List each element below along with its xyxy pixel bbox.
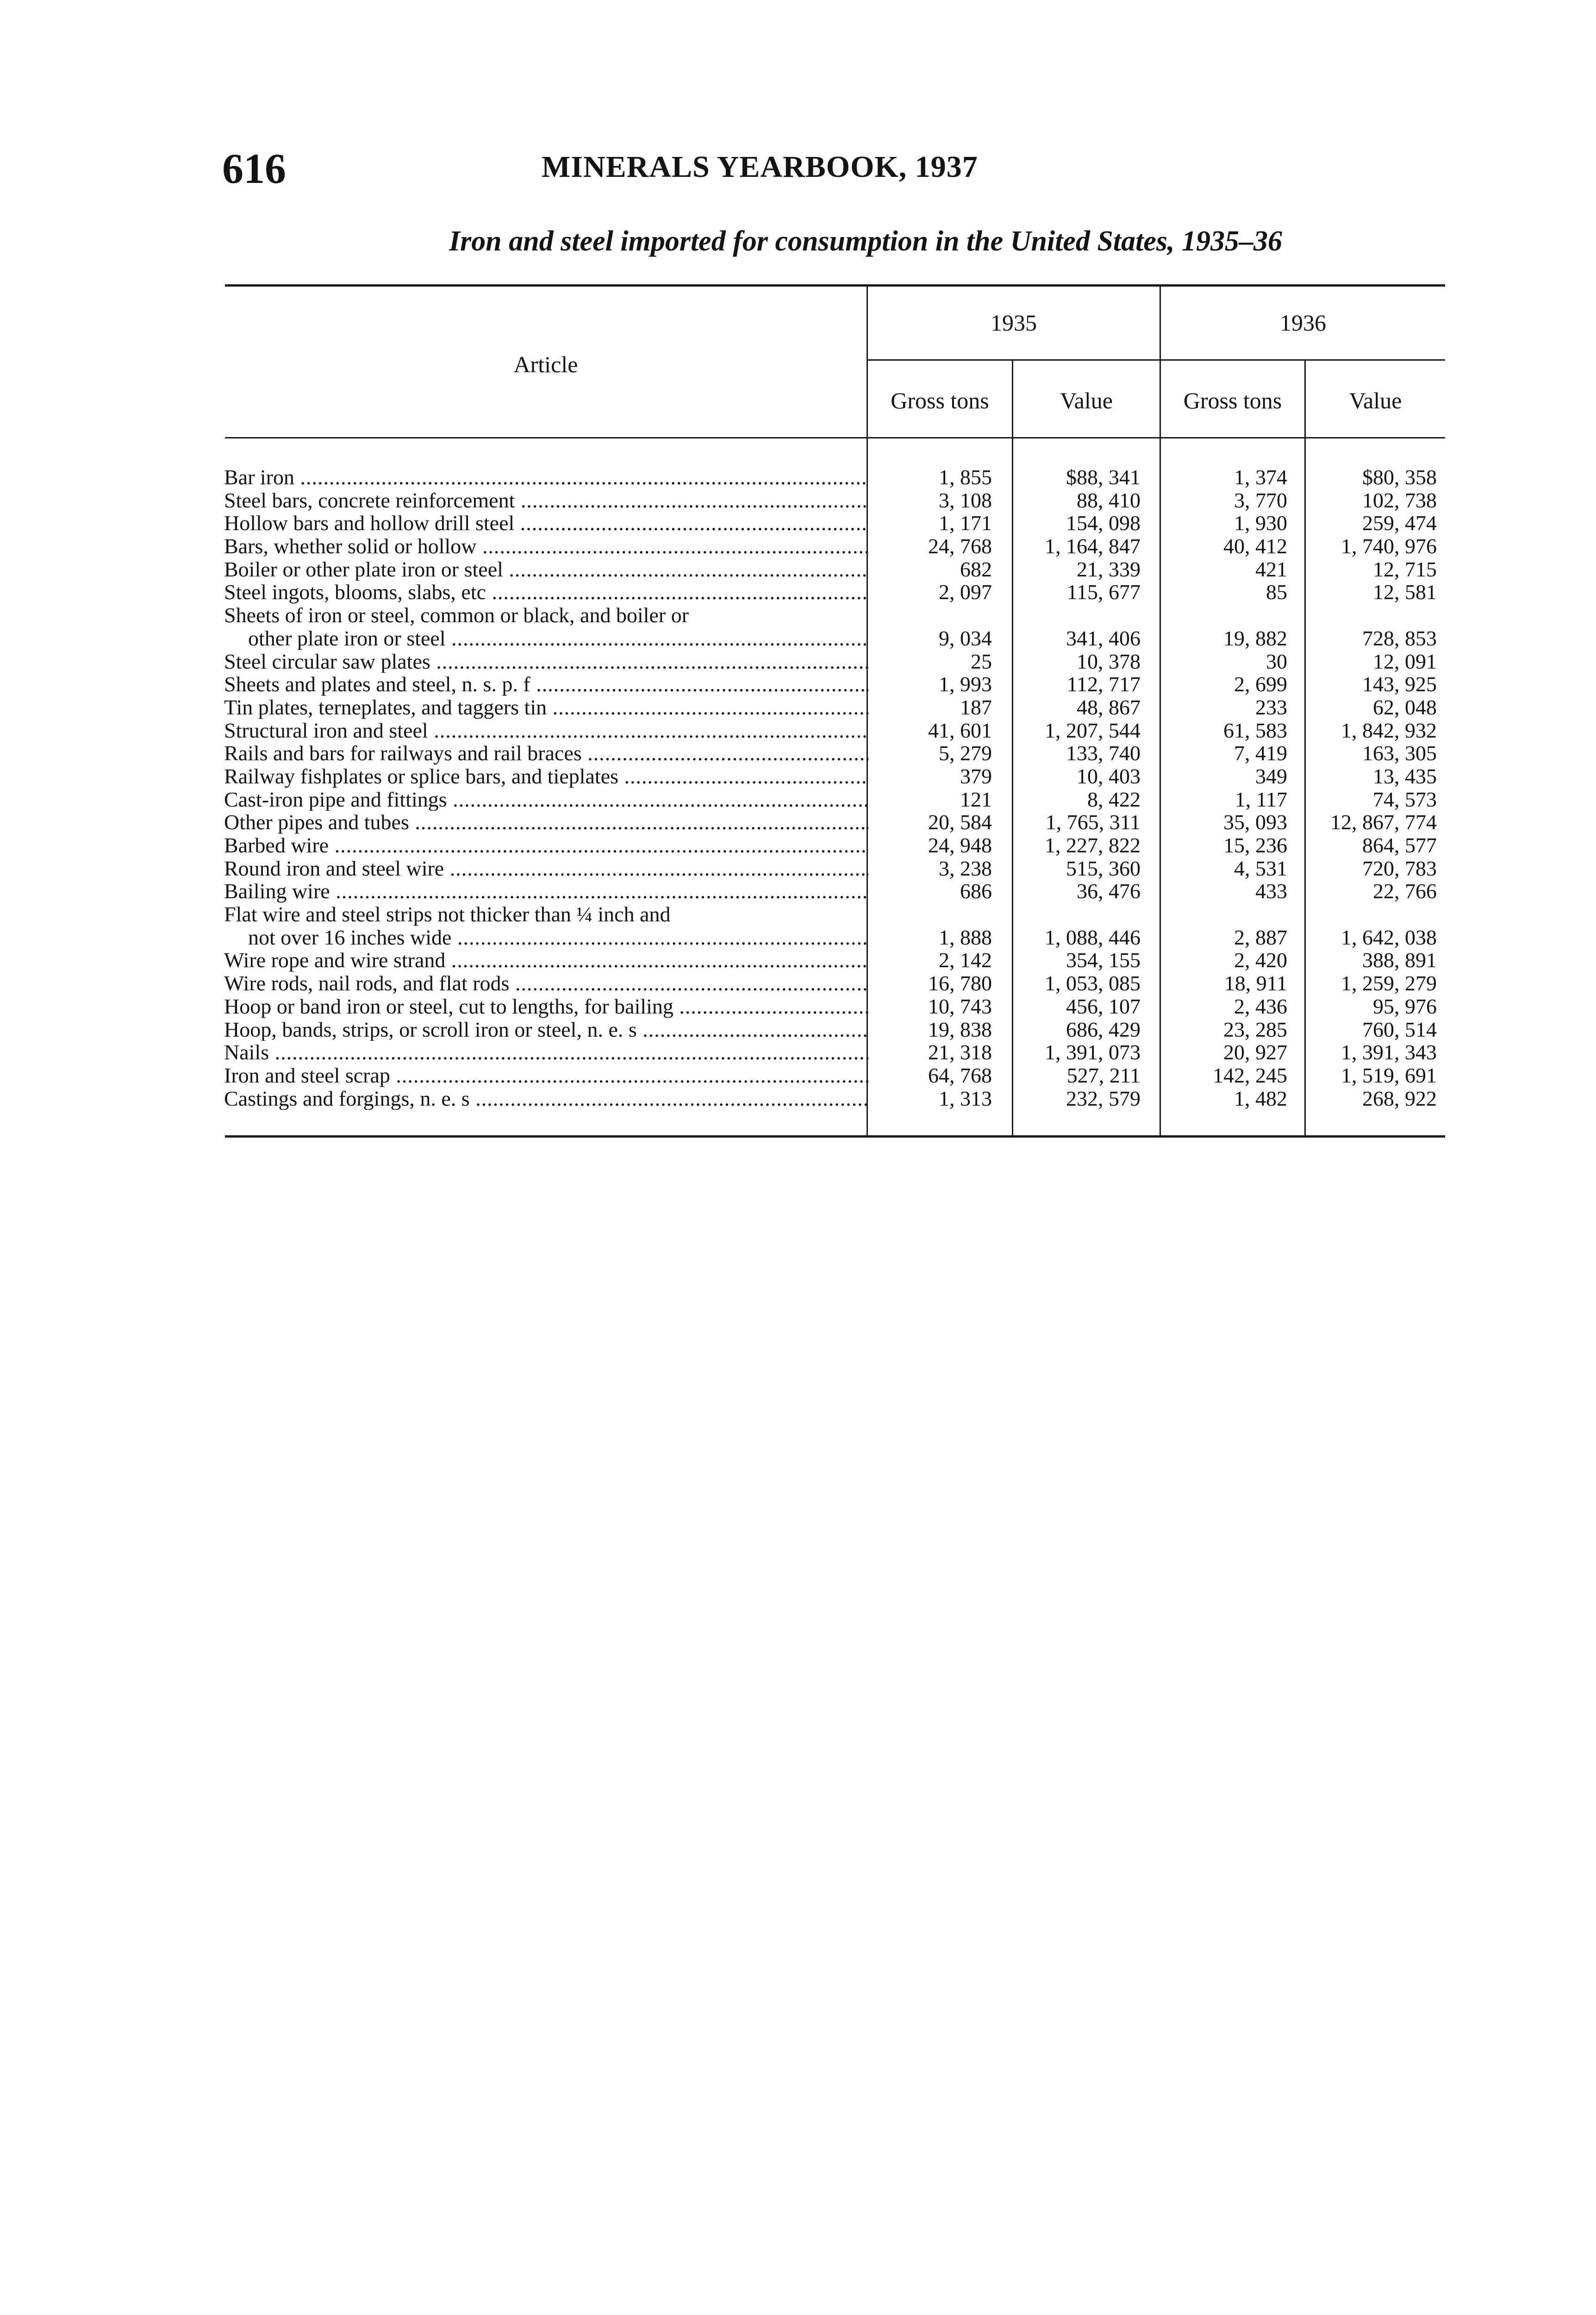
header-year-1935: 1935 <box>991 310 1037 336</box>
gross-tons-1935-cell: 1, 855 <box>939 465 992 489</box>
value-1936-cell: 12, 715 <box>1373 557 1437 581</box>
table-body <box>224 466 1446 1110</box>
article-label: Bars, whether solid or hollow ..... <box>224 535 868 558</box>
gross-tons-1936-cell: 1, 482 <box>1234 1086 1287 1110</box>
gross-tons-1935-cell: 24, 948 <box>928 833 992 857</box>
gross-tons-1936-cell: 19, 882 <box>1223 626 1287 650</box>
table-top-rule <box>225 284 1445 287</box>
value-1936-cell: 95, 976 <box>1373 994 1437 1018</box>
header-value-1935: Value <box>1060 388 1113 413</box>
gross-tons-1935-cell: 121 <box>960 787 992 811</box>
gross-tons-1936-cell: 1, 117 <box>1234 787 1287 811</box>
article-label: Bar iron ..... <box>224 466 868 489</box>
value-1935-cell: 1, 164, 847 <box>1045 534 1141 558</box>
gross-tons-1936-cell: 20, 927 <box>1223 1040 1287 1064</box>
value-1936-cell: 22, 766 <box>1373 879 1437 903</box>
table-row <box>224 949 1446 972</box>
value-1935-cell: 456, 107 <box>1066 994 1141 1018</box>
header-value-1936: Value <box>1349 388 1402 413</box>
article-label: Nails ..... <box>224 1041 868 1064</box>
article-label: Iron and steel scrap ..... <box>224 1064 868 1087</box>
article-label: Steel ingots, blooms, slabs, etc ..... <box>224 581 868 604</box>
table-row <box>224 857 1446 880</box>
value-1935-cell: 154, 098 <box>1066 511 1141 535</box>
table-bottom-rule <box>225 1135 1445 1138</box>
gross-tons-1935-cell: 10, 743 <box>928 994 992 1018</box>
article-label: Sheets of iron or steel, common or black, and boiler or <box>224 604 689 627</box>
gross-tons-1935-cell: 21, 318 <box>928 1040 992 1064</box>
value-1936-cell: 12, 091 <box>1373 649 1437 673</box>
value-1935-cell: 88, 410 <box>1077 488 1141 512</box>
value-1936-cell: 388, 891 <box>1362 948 1437 972</box>
article-label: Steel bars, concrete reinforcement ..... <box>224 489 868 512</box>
value-1936-cell: 163, 305 <box>1362 741 1437 765</box>
gross-tons-1935-cell: 2, 142 <box>939 948 992 972</box>
gross-tons-1935-cell: 19, 838 <box>928 1017 992 1041</box>
table-row <box>224 581 1446 604</box>
article-label: Rails and bars for railways and rail braces ..... <box>224 742 868 765</box>
value-1936-cell: 102, 738 <box>1362 488 1437 512</box>
gross-tons-1936-cell: 30 <box>1266 649 1287 673</box>
article-label-continued: other plate iron or steel ..... <box>248 627 868 650</box>
value-1936-cell: 143, 925 <box>1362 672 1437 696</box>
table-row <box>224 696 1446 719</box>
table-row <box>224 972 1446 995</box>
table-row <box>224 1018 1446 1041</box>
article-label: Hoop, bands, strips, or scroll iron or steel, n. e. s ..... <box>224 1018 868 1041</box>
gross-tons-1935-cell: 16, 780 <box>928 971 992 995</box>
table-row <box>224 650 1446 673</box>
value-1935-cell: 36, 476 <box>1077 879 1141 903</box>
header-gross-tons-1935: Gross tons <box>891 388 989 413</box>
table-row <box>224 742 1446 765</box>
value-1936-cell: 1, 842, 932 <box>1341 718 1437 742</box>
gross-tons-1936-cell: 61, 583 <box>1223 718 1287 742</box>
gross-tons-1935-cell: 1, 313 <box>939 1086 992 1110</box>
table-row <box>224 466 1446 489</box>
gross-tons-1936-cell: 2, 420 <box>1234 948 1287 972</box>
article-label: Hoop or band iron or steel, cut to lengths, for bailing ..... <box>224 995 868 1018</box>
article-label: Barbed wire ..... <box>224 834 868 857</box>
article-label: Wire rope and wire strand ..... <box>224 949 868 972</box>
gross-tons-1935-cell: 686 <box>960 879 992 903</box>
table-row <box>224 788 1446 811</box>
gross-tons-1936-cell: 4, 531 <box>1234 856 1287 880</box>
gross-tons-1936-cell: 421 <box>1255 557 1287 581</box>
value-1936-cell: 74, 573 <box>1373 787 1437 811</box>
gross-tons-1935-cell: 25 <box>971 649 992 673</box>
article-label: Hollow bars and hollow drill steel ..... <box>224 512 868 535</box>
article-label: Sheets and plates and steel, n. s. p. f ..... <box>224 673 868 696</box>
value-1935-cell: 527, 211 <box>1066 1063 1141 1087</box>
value-1935-cell: 1, 207, 544 <box>1045 718 1141 742</box>
gross-tons-1936-cell: 2, 436 <box>1234 994 1287 1018</box>
value-1935-cell: 1, 088, 446 <box>1045 925 1141 949</box>
running-head: MINERALS YEARBOOK, 1937 <box>542 150 978 184</box>
value-1936-cell: 259, 474 <box>1362 511 1437 535</box>
gross-tons-1936-cell: 15, 236 <box>1223 833 1287 857</box>
page-number: 616 <box>222 145 286 192</box>
value-1936-cell: 864, 577 <box>1362 833 1437 857</box>
gross-tons-1936-cell: 85 <box>1266 580 1287 604</box>
value-1935-cell: 1, 765, 311 <box>1045 810 1141 834</box>
table-row <box>224 1064 1446 1087</box>
value-1935-cell: 515, 360 <box>1066 856 1141 880</box>
gross-tons-1935-cell: 5, 279 <box>939 741 992 765</box>
value-1935-cell: 8, 422 <box>1087 787 1141 811</box>
article-label: Other pipes and tubes ..... <box>224 811 868 834</box>
gross-tons-1936-cell: 233 <box>1255 695 1287 719</box>
gross-tons-1936-cell: 7, 419 <box>1234 741 1287 765</box>
header-article: Article <box>513 351 578 377</box>
gross-tons-1936-cell: 18, 911 <box>1224 971 1287 995</box>
value-1936-cell: 1, 519, 691 <box>1341 1063 1437 1087</box>
gross-tons-1936-cell: 1, 930 <box>1234 511 1287 535</box>
value-1935-cell: 48, 867 <box>1077 695 1141 719</box>
header-gross-tons-1936: Gross tons <box>1183 388 1282 413</box>
gross-tons-1936-cell: 23, 285 <box>1223 1017 1287 1041</box>
value-1935-cell: 1, 227, 822 <box>1045 833 1141 857</box>
table-title: Iron and steel imported for consumption in the United States, 1935–36 <box>449 225 1282 257</box>
value-1936-cell: 728, 853 <box>1362 626 1437 650</box>
value-1936-cell: 12, 867, 774 <box>1330 810 1437 834</box>
gross-tons-1936-cell: 35, 093 <box>1223 810 1287 834</box>
gross-tons-1935-cell: 682 <box>960 557 992 581</box>
gross-tons-1935-cell: 64, 768 <box>928 1063 992 1087</box>
value-1935-cell: 232, 579 <box>1066 1086 1141 1110</box>
gross-tons-1935-cell: 187 <box>960 695 992 719</box>
value-1936-cell: 268, 922 <box>1362 1086 1437 1110</box>
value-1935-cell: 10, 378 <box>1077 649 1141 673</box>
table-row <box>224 558 1446 581</box>
article-label-continued: not over 16 inches wide ..... <box>248 926 868 949</box>
table-row <box>224 834 1446 857</box>
gross-tons-1935-cell: 379 <box>960 764 992 788</box>
value-1935-cell: 341, 406 <box>1066 626 1141 650</box>
table-row <box>224 811 1446 834</box>
gross-tons-1936-cell: 40, 412 <box>1223 534 1287 558</box>
table-row <box>224 604 1446 650</box>
gross-tons-1935-cell: 41, 601 <box>928 718 992 742</box>
gross-tons-1935-cell: 2, 097 <box>939 580 992 604</box>
table-row <box>224 512 1446 535</box>
table-row <box>224 535 1446 558</box>
value-1936-cell: 760, 514 <box>1362 1017 1437 1041</box>
article-label: Tin plates, terneplates, and taggers tin ..... <box>224 696 868 719</box>
gross-tons-1936-cell: 1, 374 <box>1234 465 1287 489</box>
gross-tons-1936-cell: 433 <box>1255 879 1287 903</box>
table-row <box>224 1087 1446 1110</box>
table-row <box>224 903 1446 949</box>
value-1935-cell: $88, 341 <box>1066 465 1141 489</box>
value-1935-cell: 10, 403 <box>1077 764 1141 788</box>
article-label: Wire rods, nail rods, and flat rods ..... <box>224 972 868 995</box>
table-row <box>224 995 1446 1018</box>
gross-tons-1935-cell: 1, 171 <box>939 511 992 535</box>
table-row <box>224 719 1446 742</box>
article-label: Boiler or other plate iron or steel ..... <box>224 558 868 581</box>
value-1936-cell: 13, 435 <box>1373 764 1437 788</box>
gross-tons-1936-cell: 142, 245 <box>1213 1063 1287 1087</box>
value-1936-cell: $80, 358 <box>1362 465 1437 489</box>
gross-tons-1935-cell: 9, 034 <box>939 626 992 650</box>
table-row <box>224 1041 1446 1064</box>
value-1936-cell: 720, 783 <box>1362 856 1437 880</box>
article-label: Cast-iron pipe and fittings ..... <box>224 788 868 811</box>
article-label: Flat wire and steel strips not thicker than ¼ inch and <box>224 903 671 926</box>
value-1936-cell: 1, 740, 976 <box>1341 534 1437 558</box>
value-1935-cell: 354, 155 <box>1066 948 1141 972</box>
value-1935-cell: 686, 429 <box>1066 1017 1141 1041</box>
value-1935-cell: 133, 740 <box>1066 741 1141 765</box>
header-year-1936: 1936 <box>1280 310 1326 336</box>
gross-tons-1935-cell: 20, 584 <box>928 810 992 834</box>
table-row <box>224 489 1446 512</box>
article-label: Bailing wire ..... <box>224 880 868 903</box>
article-label: Round iron and steel wire ..... <box>224 857 868 880</box>
gross-tons-1935-cell: 3, 238 <box>939 856 992 880</box>
value-1936-cell: 1, 642, 038 <box>1341 925 1437 949</box>
value-1935-cell: 21, 339 <box>1077 557 1141 581</box>
value-1936-cell: 1, 259, 279 <box>1341 971 1437 995</box>
gross-tons-1936-cell: 2, 887 <box>1234 925 1287 949</box>
gross-tons-1935-cell: 24, 768 <box>928 534 992 558</box>
gross-tons-1935-cell: 1, 993 <box>939 672 992 696</box>
value-1936-cell: 62, 048 <box>1373 695 1437 719</box>
gross-tons-1936-cell: 349 <box>1255 764 1287 788</box>
table-row <box>224 765 1446 788</box>
value-1935-cell: 1, 053, 085 <box>1045 971 1141 995</box>
gross-tons-1936-cell: 2, 699 <box>1234 672 1287 696</box>
table-row <box>224 673 1446 696</box>
gross-tons-1935-cell: 3, 108 <box>939 488 992 512</box>
table-row <box>224 880 1446 903</box>
value-1935-cell: 112, 717 <box>1066 672 1141 696</box>
article-label: Structural iron and steel ..... <box>224 719 868 742</box>
value-1935-cell: 1, 391, 073 <box>1045 1040 1141 1064</box>
value-1936-cell: 12, 581 <box>1373 580 1437 604</box>
header-bottom-rule <box>225 437 1445 438</box>
gross-tons-1935-cell: 1, 888 <box>939 925 992 949</box>
value-1936-cell: 1, 391, 343 <box>1341 1040 1437 1064</box>
article-label: Castings and forgings, n. e. s ..... <box>224 1087 868 1110</box>
gross-tons-1936-cell: 3, 770 <box>1234 488 1287 512</box>
article-label: Steel circular saw plates ..... <box>224 650 868 673</box>
article-label: Railway fishplates or splice bars, and tieplates ..... <box>224 765 868 788</box>
value-1935-cell: 115, 677 <box>1066 580 1141 604</box>
year-header-rule <box>867 359 1445 361</box>
